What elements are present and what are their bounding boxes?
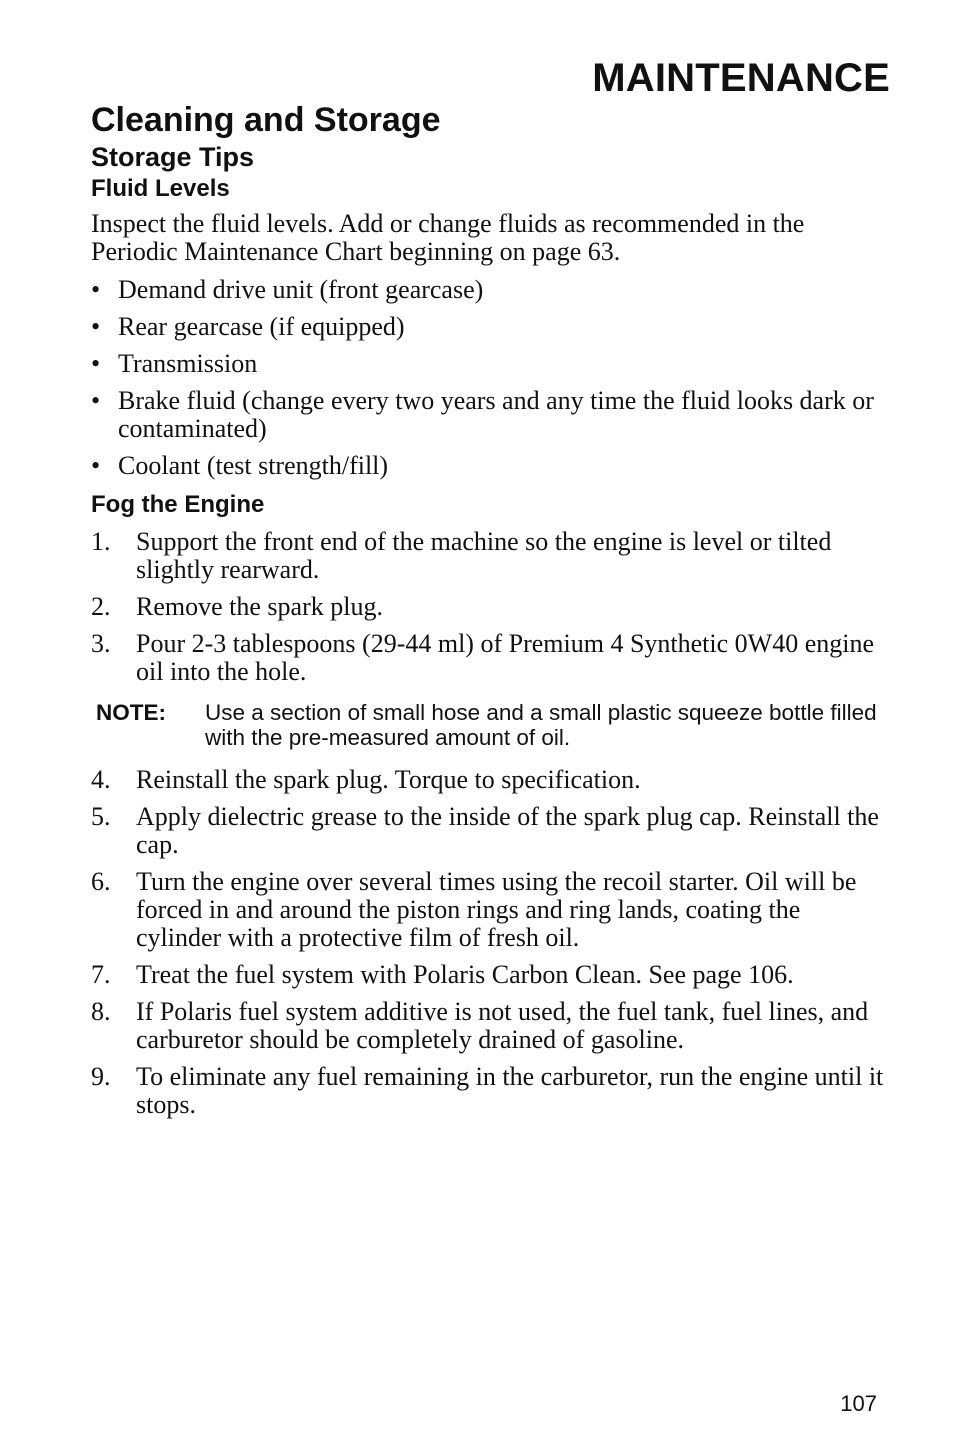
fog-steps-list	[91, 528, 891, 686]
step-number: 5.	[91, 802, 111, 831]
section-subtitle: Storage Tips	[91, 142, 255, 172]
step-text: Treat the fuel system with Polaris Carbon Clean. See page 106.	[136, 960, 794, 989]
step-item	[91, 1063, 891, 1119]
chapter-title: MAINTENANCE	[592, 56, 890, 100]
step-text: To eliminate any fuel remaining in the carburetor, run the engine until it stops.	[136, 1062, 884, 1119]
section-title: Cleaning and Storage	[91, 101, 441, 139]
page-content	[91, 100, 891, 1128]
list-item-text: Demand drive unit (front gearcase)	[118, 275, 484, 304]
step-text: If Polaris fuel system additive is not used, the fuel tank, fuel lines, and carburetor should be completely drained of gasoline.	[136, 997, 869, 1054]
list-item	[91, 313, 891, 341]
step-item	[91, 998, 891, 1054]
note-label: NOTE:	[96, 700, 166, 725]
list-item-text: Coolant (test strength/fill)	[118, 451, 389, 480]
step-text: Reinstall the spark plug. Torque to specification.	[136, 765, 641, 794]
note-block	[96, 700, 891, 750]
step-item	[91, 593, 891, 621]
fog-steps-list-continued	[91, 766, 891, 1119]
step-number: 2.	[91, 592, 111, 621]
step-item	[91, 961, 891, 989]
step-text: Support the front end of the machine so the engine is level or tilted slightly rearward.	[136, 527, 832, 584]
step-text: Pour 2-3 tablespoons (29-44 ml) of Premium 4 Synthetic 0W40 engine oil into the hole.	[136, 629, 875, 686]
step-number: 7.	[91, 960, 111, 989]
step-number: 3.	[91, 629, 111, 658]
list-item-text: Rear gearcase (if equipped)	[118, 312, 405, 341]
step-number: 8.	[91, 997, 111, 1026]
bullet-icon: •	[91, 349, 101, 378]
step-number: 9.	[91, 1062, 111, 1091]
list-item	[91, 452, 891, 480]
note-text: Use a section of small hose and a small plastic squeeze bottle filled with the pre-measured amount of oil.	[205, 700, 877, 750]
bullet-icon: •	[91, 451, 101, 480]
list-item	[91, 387, 891, 443]
step-text: Remove the spark plug.	[136, 592, 383, 621]
fluid-levels-list	[91, 276, 891, 480]
step-item	[91, 803, 891, 859]
step-item	[91, 868, 891, 952]
step-number: 6.	[91, 867, 111, 896]
bullet-icon: •	[91, 312, 101, 341]
fog-engine-heading: Fog the Engine	[91, 491, 265, 518]
step-item	[91, 766, 891, 794]
step-text: Apply dielectric grease to the inside of the spark plug cap. Reinstall the cap.	[136, 802, 879, 859]
step-number: 4.	[91, 765, 111, 794]
page-number: 107	[840, 1391, 877, 1416]
bullet-icon: •	[91, 386, 101, 415]
step-number: 1.	[91, 527, 111, 556]
list-item	[91, 276, 891, 304]
list-item	[91, 350, 891, 378]
step-text: Turn the engine over several times using the recoil starter. Oil will be forced in and around the piston rings and ring lands, coating the cylinder with a protective film of fresh oil.	[136, 867, 857, 952]
fluid-levels-intro: Inspect the fluid levels. Add or change fluids as recommended in the Periodic Maintenance Chart beginning on page 63.	[91, 209, 805, 266]
bullet-icon: •	[91, 275, 101, 304]
list-item-text: Brake fluid (change every two years and any time the fluid looks dark or contaminated)	[118, 386, 874, 443]
step-item	[91, 528, 891, 584]
fluid-levels-heading: Fluid Levels	[91, 175, 230, 202]
step-item	[91, 630, 891, 686]
list-item-text: Transmission	[118, 349, 258, 378]
